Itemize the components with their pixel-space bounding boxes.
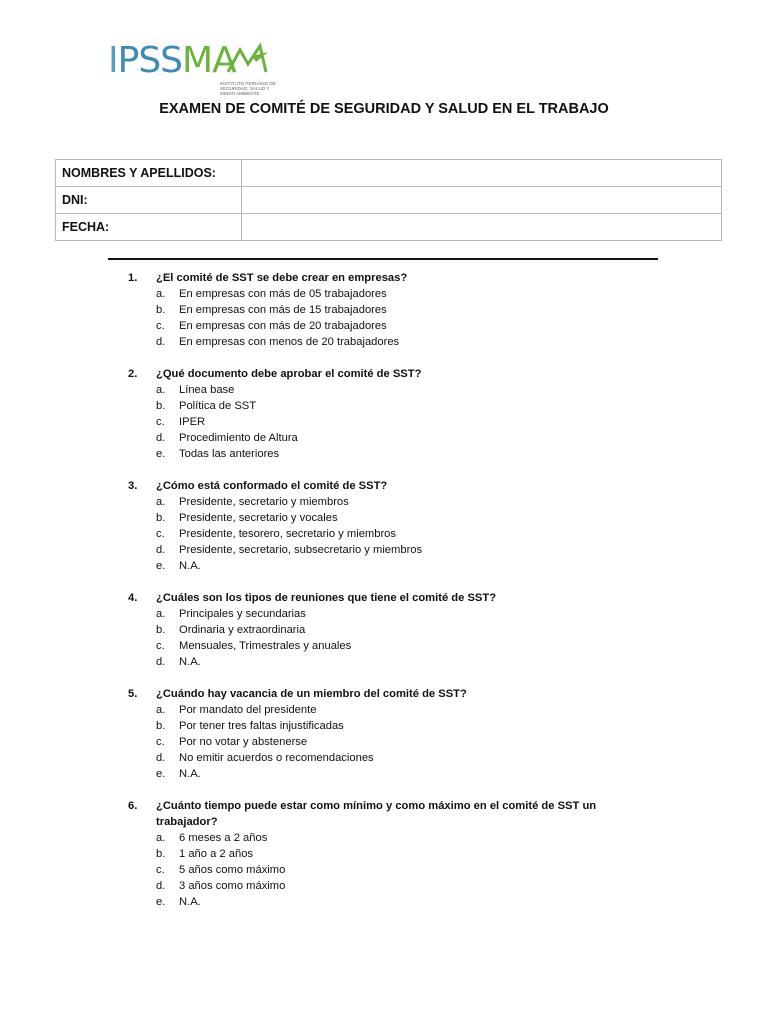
question-number: 5. <box>128 688 138 700</box>
answer-option[interactable] <box>128 494 648 510</box>
question-item <box>128 270 648 350</box>
option-letter: a. <box>156 832 166 844</box>
answer-option[interactable] <box>128 878 648 894</box>
option-text: Línea base <box>179 384 235 396</box>
option-letter: d. <box>156 336 166 348</box>
answer-option[interactable] <box>128 542 648 558</box>
answer-option[interactable] <box>128 414 648 430</box>
bird-icon <box>226 42 270 78</box>
answer-option[interactable] <box>128 302 648 318</box>
answer-option[interactable] <box>128 526 648 542</box>
option-letter: d. <box>156 544 166 556</box>
option-letter: c. <box>156 736 165 748</box>
option-letter: c. <box>156 864 165 876</box>
logo-wordmark: IPSSMA <box>108 40 236 81</box>
answer-option[interactable] <box>128 606 648 622</box>
option-letter: a. <box>156 608 166 620</box>
option-text: N.A. <box>179 896 201 908</box>
option-letter: c. <box>156 528 165 540</box>
logo-subtitle: INSTITUTO PERUANO DE SEGURIDAD, SALUD Y MEDIO AMBIENTE <box>220 81 276 97</box>
option-text: Presidente, secretario, subsecretario y miembros <box>179 544 423 556</box>
answer-option[interactable] <box>128 430 648 446</box>
option-text: Por tener tres faltas injustificadas <box>179 720 344 732</box>
option-text: Principales y secundarias <box>179 608 306 620</box>
info-row-names <box>56 160 722 187</box>
option-text: Política de SST <box>179 400 257 412</box>
option-letter: c. <box>156 320 165 332</box>
option-letter: e. <box>156 896 166 908</box>
question-header <box>128 366 648 382</box>
option-text: En empresas con más de 15 trabajadores <box>179 304 387 316</box>
option-letter: a. <box>156 496 166 508</box>
info-row-date <box>56 214 722 241</box>
question-number: 2. <box>128 368 138 380</box>
answer-option[interactable] <box>128 702 648 718</box>
question-number: 6. <box>128 800 138 812</box>
question-text: ¿El comité de SST se debe crear en empresas? <box>156 272 408 284</box>
option-letter: c. <box>156 640 165 652</box>
option-text: Presidente, secretario y vocales <box>179 512 338 524</box>
answer-option[interactable] <box>128 286 648 302</box>
question-number: 4. <box>128 592 138 604</box>
answer-option[interactable] <box>128 398 648 414</box>
option-letter: e. <box>156 768 166 780</box>
exam-title: EXAMEN DE COMITÉ DE SEGURIDAD Y SALUD EN EL TRABAJO <box>159 101 609 117</box>
option-letter: d. <box>156 656 166 668</box>
option-text: Presidente, secretario y miembros <box>179 496 349 508</box>
option-text: 5 años como máximo <box>179 864 286 876</box>
option-text: N.A. <box>179 768 201 780</box>
ipssma-logo <box>108 40 276 97</box>
option-letter: b. <box>156 720 166 732</box>
option-text: 1 año a 2 años <box>179 848 254 860</box>
option-letter: b. <box>156 304 166 316</box>
option-text: Por no votar y abstenerse <box>179 736 308 748</box>
question-number: 3. <box>128 480 138 492</box>
option-letter: a. <box>156 288 166 300</box>
answer-option[interactable] <box>128 510 648 526</box>
option-letter: a. <box>156 384 166 396</box>
question-header <box>128 590 648 606</box>
dni-label: DNI: <box>56 187 242 214</box>
option-text: Por mandato del presidente <box>179 704 317 716</box>
option-text: Ordinaria y extraordinaria <box>179 624 306 636</box>
question-item <box>128 366 648 462</box>
option-text: 3 años como máximo <box>179 880 286 892</box>
option-letter: b. <box>156 400 166 412</box>
date-label: FECHA: <box>56 214 242 241</box>
question-item <box>128 590 648 670</box>
question-list <box>128 270 648 926</box>
answer-option[interactable] <box>128 382 648 398</box>
answer-option[interactable] <box>128 558 648 574</box>
question-item <box>128 798 648 910</box>
answer-option[interactable] <box>128 318 648 334</box>
option-letter: d. <box>156 880 166 892</box>
option-letter: b. <box>156 512 166 524</box>
option-letter: a. <box>156 704 166 716</box>
option-text: En empresas con más de 05 trabajadores <box>179 288 387 300</box>
answer-option[interactable] <box>128 718 648 734</box>
option-text: Mensuales, Trimestrales y anuales <box>179 640 352 652</box>
option-letter: d. <box>156 432 166 444</box>
answer-option[interactable] <box>128 734 648 750</box>
option-text: 6 meses a 2 años <box>179 832 268 844</box>
question-text: ¿Cuánto tiempo puede estar como mínimo y como máximo en el comité de SST un trabajador? <box>156 800 597 828</box>
question-text: ¿Cuándo hay vacancia de un miembro del comité de SST? <box>156 688 467 700</box>
option-text: En empresas con más de 20 trabajadores <box>179 320 387 332</box>
question-text: ¿Cómo está conformado el comité de SST? <box>156 480 388 492</box>
date-field[interactable] <box>242 214 722 241</box>
option-letter: d. <box>156 752 166 764</box>
option-text: No emitir acuerdos o recomendaciones <box>179 752 374 764</box>
option-text: IPER <box>179 416 206 428</box>
student-info-table <box>55 159 722 241</box>
section-divider <box>108 258 658 260</box>
answer-option[interactable] <box>128 830 648 846</box>
answer-option[interactable] <box>128 846 648 862</box>
question-header <box>128 478 648 494</box>
option-letter: e. <box>156 448 166 460</box>
option-text: Todas las anteriores <box>179 448 280 460</box>
answer-option[interactable] <box>128 638 648 654</box>
answer-option[interactable] <box>128 894 648 910</box>
answer-option[interactable] <box>128 750 648 766</box>
option-text: N.A. <box>179 560 201 572</box>
question-header <box>128 686 648 702</box>
option-letter: b. <box>156 624 166 636</box>
answer-option[interactable] <box>128 622 648 638</box>
option-letter: c. <box>156 416 165 428</box>
option-text: N.A. <box>179 656 201 668</box>
answer-option[interactable] <box>128 334 648 350</box>
option-text: En empresas con menos de 20 trabajadores <box>179 336 400 348</box>
question-number: 1. <box>128 272 138 284</box>
question-item <box>128 686 648 782</box>
info-row-dni <box>56 187 722 214</box>
names-field[interactable] <box>242 160 722 187</box>
dni-field[interactable] <box>242 187 722 214</box>
option-text: Presidente, tesorero, secretario y miembros <box>179 528 396 540</box>
answer-option[interactable] <box>128 766 648 782</box>
answer-option[interactable] <box>128 862 648 878</box>
question-text: ¿Cuáles son los tipos de reuniones que tiene el comité de SST? <box>156 592 497 604</box>
question-item <box>128 478 648 574</box>
answer-option[interactable] <box>128 446 648 462</box>
answer-option[interactable] <box>128 654 648 670</box>
names-label: NOMBRES Y APELLIDOS: <box>56 160 242 187</box>
question-text: ¿Qué documento debe aprobar el comité de SST? <box>156 368 422 380</box>
question-header <box>128 798 648 830</box>
option-letter: b. <box>156 848 166 860</box>
option-text: Procedimiento de Altura <box>179 432 298 444</box>
option-letter: e. <box>156 560 166 572</box>
question-header <box>128 270 648 286</box>
